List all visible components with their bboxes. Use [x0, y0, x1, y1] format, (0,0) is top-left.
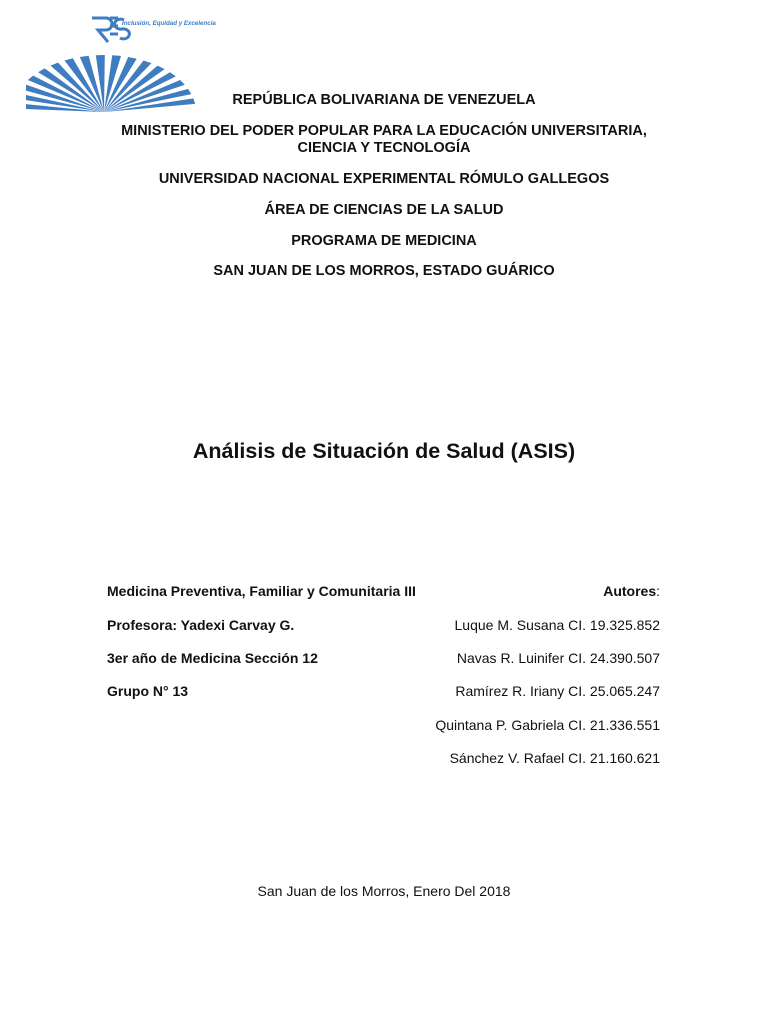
author-item: Luque M. Susana CI. 19.325.852 [454, 617, 660, 633]
logo-tagline: Inclusión, Equidad y Excelencia [122, 20, 216, 27]
author-item: Navas R. Luinifer CI. 24.390.507 [456, 650, 660, 666]
header-area: ÁREA DE CIENCIAS DE LA SALUD [264, 202, 504, 218]
authors-colon: : [656, 583, 660, 599]
subject-line: Medicina Preventiva, Familiar y Comunitaria III [107, 583, 416, 599]
header-republic: REPÚBLICA BOLIVARIANA DE VENEZUELA [232, 92, 536, 108]
header-ministry-line1: MINISTERIO DEL PODER POPULAR PARA LA EDUCACIÓN UNIVERSITARIA, [121, 123, 647, 139]
header-program: PROGRAMA DE MEDICINA [291, 233, 477, 249]
authors-heading [603, 582, 660, 600]
header-location: SAN JUAN DE LOS MORROS, ESTADO GUÁRICO [213, 263, 555, 279]
place-date: San Juan de los Morros, Enero Del 2018 [257, 883, 511, 899]
header-ministry-line2: CIENCIA Y TECNOLOGÍA [297, 140, 471, 156]
year-section-line: 3er año de Medicina Sección 12 [107, 650, 318, 666]
author-item: Ramírez R. Iriany CI. 25.065.247 [455, 683, 660, 699]
author-item: Sánchez V. Rafael CI. 21.160.621 [449, 750, 660, 766]
header-university: UNIVERSIDAD NACIONAL EXPERIMENTAL RÓMULO GALLEGOS [158, 171, 610, 187]
authors-label: Autores [603, 583, 657, 599]
document-title: Análisis de Situación de Salud (ASIS) [192, 439, 576, 463]
teacher-line: Profesora: Yadexi Carvay G. [107, 617, 295, 633]
group-line: Grupo N° 13 [107, 683, 189, 699]
author-item: Quintana P. Gabriela CI. 21.336.551 [435, 717, 660, 733]
